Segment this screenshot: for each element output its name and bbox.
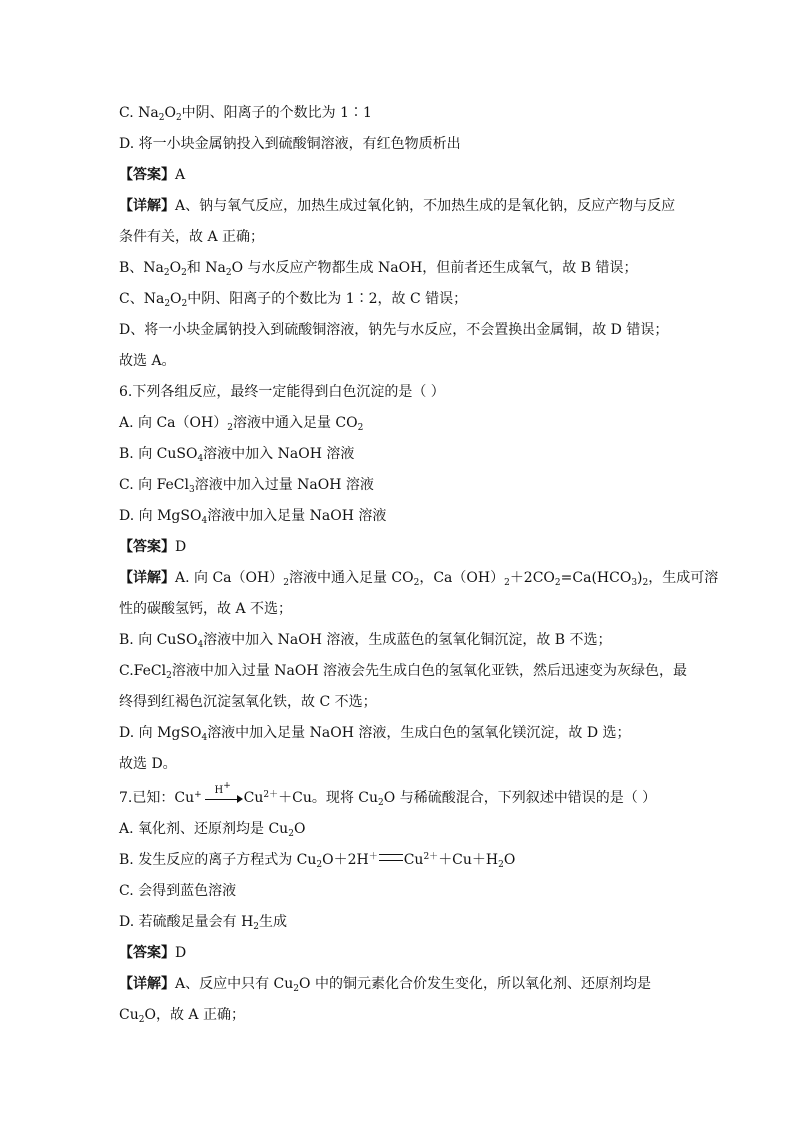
q5-detail-a-cont: 条件有关，故 A 正确； [119, 229, 265, 245]
q6-detail-d: D. 向 MgSO$_4$溶液中加入足量 NaOH 溶液，生成白色的氢氧化镁沉淀，故 D 选； [119, 725, 631, 743]
q6-answer: 【答案】D [119, 539, 187, 555]
q6-detail-c-cont: 终得到红褐色沉淀氢氧化铁，故 C 不选； [119, 694, 377, 710]
q5-detail-d: D、将一小块金属钠投入到硫酸铜溶液，钠先与水反应，不会置换出金属铜，故 D 错误； [119, 322, 669, 338]
q6-option-a: A. 向 $Ca(OH)_2$溶液中通入足量 $CO_2$ [119, 415, 364, 433]
q6-option-c: C. 向 FeCl$_3$溶液中加入过量 NaOH 溶液 [119, 477, 374, 495]
q5-detail-a: 【详解】A、钠与氧气反应，加热生成过氧化钠，不加热生成的是氧化钠，反应产物与反应 [119, 198, 676, 214]
q6-option-b: B. 向 CuSO$_4$溶液中加入 NaOH 溶液 [119, 446, 355, 464]
q5-option-d: D. 将一小块金属钠投入到硫酸铜溶液，有红色物质析出 [119, 136, 461, 152]
q6-detail-c: C.FeCl$_2$溶液中加入过量 NaOH 溶液会先生成白色的氢氧化亚铁，然后迅速变为灰绿色，最 [119, 663, 688, 681]
q7-stem: 7.已知：Cu+ H+ $Cu^{2+}+Cu$。现将 $Cu_2O$ 与稀硫酸混合，下列叙述中错误的是（ ） [119, 781, 657, 808]
q7-option-a: A. 氧化剂、还原剂均是 $Cu_2O$ [119, 821, 306, 839]
q5-option-c: C. $Na_2O_2$中阴、阳离子的个数比为 1∶1 [119, 105, 372, 123]
q6-conclusion: 故选 D。 [119, 756, 177, 772]
q6-detail-a: 【详解】A. 向 $Ca(OH)_2$溶液中通入足量 $CO_2$，$Ca(OH)_2+2CO_2=Ca(HCO_3)_2$，生成可溶 [119, 570, 719, 588]
q5-answer: 【答案】A [119, 167, 186, 183]
q7-option-c: C. 会得到蓝色溶液 [119, 883, 237, 899]
q7-option-b: B. 发生反应的离子方程式为 $Cu_2O+2H^+$ $Cu^{2+}+Cu+H_2O$ [119, 852, 516, 870]
q5-conclusion: 故选 A。 [119, 353, 176, 369]
q7-answer: 【答案】D [119, 945, 187, 961]
q6-option-d: D. 向 MgSO$_4$溶液中加入足量 NaOH 溶液 [119, 508, 387, 526]
q6-detail-a-cont: 性的碳酸氢钙，故 A 不选； [119, 601, 293, 617]
q5-detail-c: C、$Na_2O_2$中阴、阳离子的个数比为 1∶2，故 C 错误； [119, 291, 468, 309]
q5-detail-b: B、$Na_2O_2$和 $Na_2O$ 与水反应产物都生成 NaOH，但前者还生成氧气，故 B 错误； [119, 260, 638, 278]
q7-detail-a-cont: $Cu_2O$，故 A 正确； [119, 1007, 245, 1025]
reaction-arrow-icon: H+ [203, 790, 243, 804]
q7-option-d: D. 若硫酸足量会有 $H_2$生成 [119, 914, 288, 932]
q7-detail-a: 【详解】A、反应中只有 $Cu_2O$ 中的铜元素化合价发生变化，所以氧化剂、还原剂均是 [119, 976, 651, 994]
q6-stem: 6.下列各组反应，最终一定能得到白色沉淀的是（ ） [119, 384, 445, 400]
equals-sign-icon [379, 854, 403, 861]
q6-detail-b: B. 向 CuSO$_4$溶液中加入 NaOH 溶液，生成蓝色的氢氧化铜沉淀，故 B 不选； [119, 632, 612, 650]
